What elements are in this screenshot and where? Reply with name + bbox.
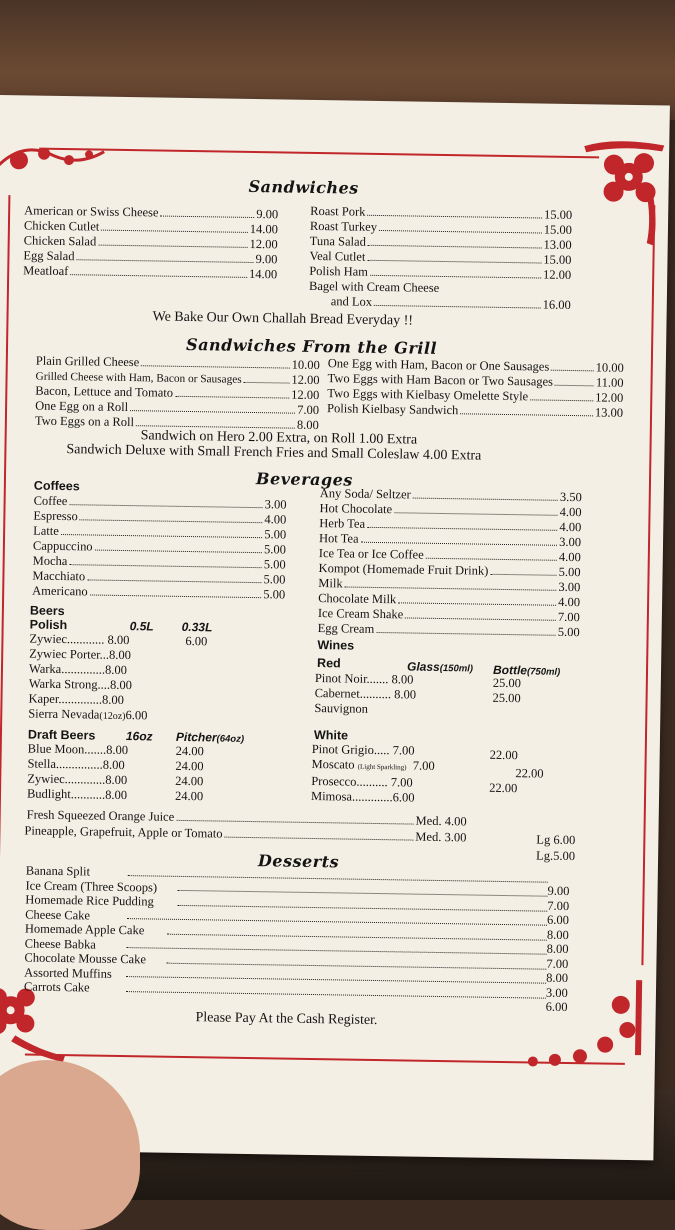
- wine-name: Prosecco: [311, 773, 357, 789]
- draft-name: Zywiec: [27, 771, 65, 787]
- item-name: Polish Ham: [309, 263, 369, 279]
- draft-price: 8.00: [105, 772, 128, 788]
- bottle-price: 22.00: [515, 766, 544, 781]
- beer-price-small: 6.00: [185, 633, 208, 649]
- dessert-leaders: [126, 865, 548, 1012]
- item-name: Grilled Cheese with Ham, Bacon or Sausages: [35, 370, 242, 386]
- item-name: Two Eggs with Kielbasy Omelette Style: [327, 386, 529, 404]
- item-price: 5.00: [263, 557, 286, 572]
- pitcher-text: Pitcher: [175, 729, 217, 745]
- menu-item: [318, 621, 580, 640]
- grill-left-list: [35, 354, 320, 433]
- item-name: and Lox: [330, 294, 373, 309]
- glass-price: 6.00: [392, 790, 415, 805]
- polish-heading: Polish: [29, 617, 68, 633]
- beer-price: 8.00: [109, 677, 133, 693]
- wine-name: Cabernet: [314, 686, 360, 701]
- dessert-price: 7.00: [546, 956, 569, 971]
- item-price: 5.00: [264, 527, 287, 542]
- juice-lg-price-1: Lg 6.00: [536, 832, 576, 848]
- leader-dots: [87, 579, 261, 583]
- draft-heading: Draft Beers: [27, 727, 96, 743]
- wine-name: Mimosa: [310, 788, 353, 804]
- wine-row: Sauvignon: [314, 701, 368, 716]
- leader-dots: ...: [99, 647, 110, 662]
- desserts-prices: [546, 884, 570, 1015]
- bottle-price: 25.00: [492, 675, 522, 691]
- leader-dots: ...........: [70, 787, 106, 802]
- coffees-list: [32, 494, 287, 603]
- item-price: 3.00: [264, 497, 287, 512]
- item-name: Fresh Squeezed Orange Juice: [26, 807, 175, 824]
- juice-med-price: Med. 3.00: [415, 829, 467, 845]
- item-name: One Egg with Ham, Bacon or One Sausages: [327, 356, 550, 374]
- dessert-price: 7.00: [547, 898, 570, 913]
- leader-dots: [126, 976, 546, 984]
- item-price: 7.00: [297, 402, 320, 418]
- item-price: 3.50: [559, 489, 582, 505]
- item-price: 12.00: [249, 236, 278, 252]
- item-price: 13.00: [543, 237, 572, 252]
- leader-dots: .......: [84, 742, 107, 757]
- wine-name: Moscato: [311, 756, 355, 772]
- item-price: 8.00: [296, 417, 319, 433]
- leader-dots: [426, 558, 557, 561]
- leader-dots: [167, 934, 547, 941]
- leader-dots: [61, 534, 262, 538]
- leader-dots: [128, 875, 548, 883]
- leader-dots: [98, 245, 247, 248]
- leader-dots: [367, 215, 542, 219]
- leader-dots: ............: [66, 632, 105, 647]
- draft-row: [27, 787, 227, 805]
- item-price: 10.00: [291, 357, 320, 373]
- item-name: Polish Kielbasy Sandwich: [327, 401, 459, 418]
- beer-name: Warka: [28, 661, 62, 677]
- beer-price: 6.00: [125, 708, 148, 723]
- item-price: 12.00: [543, 267, 572, 282]
- bottle-text: Bottle: [492, 662, 528, 678]
- glass-price: 7.00: [392, 743, 415, 758]
- item-price: 9.00: [256, 207, 279, 222]
- item-price: 5.00: [263, 542, 287, 557]
- leader-dots: [530, 399, 593, 401]
- leader-dots: [367, 260, 541, 264]
- white-heading: White: [313, 728, 349, 743]
- item-name: Roast Pork: [310, 203, 366, 219]
- item-name: Hot Chocolate: [319, 501, 393, 517]
- dessert-name: Homemade Rice Pudding: [25, 892, 154, 909]
- red-wines-list: [314, 671, 565, 720]
- item-name: Macchiato: [32, 568, 86, 584]
- juice-lg-price-2: Lg.5.00: [536, 848, 576, 864]
- leader-dots: [376, 632, 556, 636]
- item-price: 7.00: [557, 609, 580, 625]
- item-price: 12.00: [291, 387, 320, 403]
- leader-dots: .....: [373, 742, 390, 758]
- corner-ornament-top-right: [573, 136, 670, 247]
- leader-dots: [70, 274, 247, 278]
- leader-dots: [69, 564, 261, 568]
- dessert-price: 6.00: [545, 999, 568, 1015]
- leader-dots: [345, 586, 557, 590]
- item-price: 13.00: [594, 405, 624, 420]
- dessert-price: 9.00: [547, 883, 570, 899]
- item-name: Hot Tea: [318, 531, 359, 546]
- item-name: Coffee: [33, 493, 68, 509]
- leader-dots: [76, 259, 253, 263]
- leader-dots: [101, 230, 248, 233]
- leader-dots: [551, 370, 593, 372]
- leader-dots: [394, 512, 558, 516]
- menu-item-bagel: [309, 294, 571, 313]
- item-name: Two Eggs on a Roll: [34, 413, 135, 430]
- item-price: 15.00: [543, 207, 573, 223]
- dessert-price: 3.00: [545, 985, 568, 1000]
- item-name: Kompot (Homemade Fruit Drink): [318, 561, 489, 578]
- item-price: 5.00: [263, 572, 286, 587]
- leader-dots: [379, 230, 542, 234]
- beers-heading: Beers: [29, 603, 65, 619]
- beer-price: 8.00: [102, 692, 125, 708]
- sandwiches-left-list: [23, 203, 278, 282]
- leader-dots: [127, 918, 547, 926]
- draft-name: Budlight: [26, 786, 71, 802]
- item-price: 4.00: [559, 504, 582, 520]
- leader-dots: [80, 519, 263, 523]
- bottle-price: 22.00: [489, 747, 518, 763]
- leader-dots: [176, 820, 413, 825]
- leader-dots: ..............: [58, 691, 103, 707]
- item-price: 9.00: [255, 252, 278, 267]
- menu-page: [0, 95, 670, 1160]
- sandwiches-title: Sandwiches: [248, 176, 359, 198]
- item-name: Chicken Cutlet: [23, 218, 100, 234]
- leader-dots: [175, 396, 289, 399]
- item-name: Any Soda/ Seltzer: [319, 486, 411, 502]
- dessert-name: Assorted Muffins: [24, 964, 112, 981]
- dessert-name: Banana Split: [25, 863, 91, 879]
- wines-heading: Wines: [317, 638, 355, 653]
- wine-name: Pinot Grigio: [311, 741, 375, 757]
- leader-dots: [225, 837, 414, 841]
- item-price: 11.00: [595, 375, 624, 390]
- dessert-price: 8.00: [546, 941, 569, 957]
- leader-dots: [178, 890, 548, 897]
- leader-dots: ...............: [55, 756, 103, 772]
- item-name: Egg Salad: [23, 248, 75, 264]
- item-name: Egg Cream: [317, 621, 375, 636]
- footer-note: Please Pay At the Cash Register.: [195, 1010, 378, 1029]
- item-price: 3.00: [559, 534, 582, 550]
- beer-price: 8.00: [104, 662, 128, 678]
- wine-name: Pinot Noir: [314, 671, 367, 686]
- beer-name: Zywiec Porter: [29, 646, 100, 662]
- grill-title: Sandwiches From the Grill: [185, 334, 438, 358]
- item-name: Herb Tea: [319, 516, 366, 531]
- leader-dots: [130, 410, 295, 414]
- bottle-price: 22.00: [489, 780, 518, 796]
- glass-text: Glass: [406, 659, 440, 674]
- item-name: Plain Grilled Cheese: [35, 353, 140, 370]
- item-name: Chicken Salad: [23, 233, 97, 249]
- bottle-size: (750ml): [526, 666, 561, 678]
- dessert-name: Carrots Cake: [23, 979, 90, 995]
- item-price: 16.00: [542, 297, 571, 312]
- dessert-price: 8.00: [546, 927, 569, 942]
- item-price: 10.00: [595, 360, 624, 375]
- leader-dots: [90, 594, 262, 598]
- item-name: Americano: [32, 583, 88, 599]
- draft-price: 8.00: [106, 742, 129, 758]
- draft-price: 8.00: [102, 757, 125, 773]
- item-price: 12.00: [291, 372, 320, 388]
- item-name: Roast Turkey: [309, 218, 378, 234]
- leader-dots: [361, 542, 558, 546]
- pitcher-price: 24.00: [175, 743, 204, 759]
- frame-left: [0, 195, 10, 975]
- leader-dots: ....: [97, 677, 111, 692]
- pitcher-price: 24.00: [175, 773, 204, 789]
- item-price: 5.00: [557, 624, 580, 640]
- leader-dots: [95, 550, 262, 554]
- pitcher-price: 24.00: [174, 788, 204, 804]
- item-price: 4.00: [264, 512, 287, 527]
- leader-dots: [490, 574, 556, 576]
- dessert-name: Chocolate Mousse Cake: [24, 950, 147, 967]
- item-price: 4.00: [558, 549, 581, 565]
- pitcher-price: 24.00: [175, 758, 204, 774]
- white-wines-list: [311, 742, 562, 808]
- beer-size: (12oz): [99, 710, 126, 723]
- dessert-name: Ice Cream (Three Scoops): [25, 878, 158, 895]
- drinks-list: [318, 486, 582, 640]
- item-name: Meatloaf: [23, 263, 69, 279]
- item-name: Veal Cutlet: [309, 248, 366, 264]
- draft-16oz-label: 16oz: [125, 729, 153, 744]
- leader-dots: [368, 245, 542, 249]
- item-name: Chocolate Milk: [318, 591, 397, 607]
- grill-right-list: [327, 356, 624, 421]
- item-name: Latte: [33, 523, 59, 538]
- grill-extra-1: Sandwich on Hero 2.00 Extra, on Roll 1.00 Extra: [140, 428, 418, 448]
- draft-price: 8.00: [105, 787, 128, 803]
- leader-dots: [126, 991, 546, 999]
- dessert-name: Homemade Apple Cake: [24, 921, 145, 938]
- size-05-label: 0.5L: [129, 619, 154, 634]
- leader-dots: [160, 216, 254, 218]
- leader-dots: [374, 305, 541, 309]
- dessert-price: 8.00: [546, 970, 569, 986]
- item-name: Bacon, Lettuce and Tomato: [35, 383, 174, 400]
- leader-dots: .......: [366, 671, 389, 687]
- leader-dots: .............: [64, 772, 106, 787]
- pitcher-size: (64oz): [216, 733, 245, 745]
- glass-size: (150ml): [439, 662, 474, 675]
- item-price: 5.00: [558, 564, 581, 580]
- beers-list: [28, 631, 208, 725]
- item-price: 4.00: [558, 594, 581, 610]
- leader-dots: ..........: [359, 686, 392, 702]
- beer-name: Zywiec: [29, 631, 68, 647]
- item-name: Milk: [318, 576, 343, 591]
- menu-item: [23, 263, 277, 282]
- item-name: Ice Tea or Ice Coffee: [318, 546, 424, 562]
- beer-price: 8.00: [107, 632, 130, 648]
- glass-price: 7.00: [390, 775, 413, 790]
- dessert-name: Cheese Babka: [24, 935, 96, 952]
- corner-ornament-top-left: [0, 135, 109, 197]
- item-price: 14.00: [248, 266, 278, 282]
- item-price: 3.00: [558, 579, 581, 595]
- glass-price: 8.00: [394, 687, 417, 702]
- item-name: Pineapple, Grapefruit, Apple or Tomato: [24, 823, 223, 841]
- leader-dots: [413, 498, 558, 501]
- item-price: 14.00: [249, 221, 279, 237]
- wine-note: (Light Sparkling): [357, 762, 407, 772]
- frame-top: [39, 148, 599, 159]
- item-name: Cappuccino: [32, 538, 93, 554]
- leader-dots: [398, 602, 556, 605]
- item-name: Ice Cream Shake: [317, 606, 404, 622]
- menu-item: [32, 584, 285, 603]
- red-heading: Red: [317, 656, 341, 671]
- leader-dots: ..............: [61, 662, 106, 677]
- dessert-price: 6.00: [547, 912, 570, 928]
- beverages-title: Beverages: [255, 469, 354, 490]
- leader-dots: [460, 413, 593, 416]
- leader-dots: .............: [351, 789, 393, 805]
- glass-price: 8.00: [391, 672, 414, 687]
- juice-med-price: Med. 4.00: [415, 813, 467, 829]
- item-price: 4.00: [559, 519, 582, 535]
- size-033-label: 0.33L: [181, 619, 213, 635]
- leader-dots: [555, 385, 594, 387]
- drafts-list: [27, 742, 228, 805]
- coffees-heading: Coffees: [33, 478, 80, 494]
- item-price: 15.00: [543, 252, 572, 267]
- item-price: 5.00: [263, 587, 286, 602]
- sandwiches-right-list: [309, 204, 573, 313]
- draft-name: Stella: [27, 756, 57, 771]
- leader-dots: [177, 905, 547, 912]
- item-name: American or Swiss Cheese: [24, 203, 159, 220]
- beer-name: Kaper: [28, 691, 59, 706]
- beer-price: 8.00: [108, 647, 132, 663]
- frame-right: [641, 205, 655, 965]
- beer-row: [28, 707, 147, 725]
- desserts-title: Desserts: [257, 851, 340, 872]
- leader-dots: [69, 504, 262, 508]
- glass-price: 7.00: [412, 758, 435, 773]
- beer-name: Warka Strong: [28, 676, 98, 692]
- challah-note: We Bake Our Own Challah Bread Everyday !!: [152, 309, 414, 329]
- leader-dots: [141, 365, 289, 368]
- draft-name: Blue Moon: [27, 741, 85, 757]
- bagel-line-1: Bagel with Cream Cheese: [308, 278, 440, 295]
- bottle-price: 25.00: [492, 690, 521, 706]
- item-price: 12.00: [595, 390, 624, 405]
- draft-pitcher-label: [176, 730, 244, 745]
- leader-dots: [166, 963, 546, 970]
- leader-dots: [127, 947, 547, 955]
- leader-dots: [405, 617, 556, 620]
- item-name: Tuna Salad: [309, 233, 366, 249]
- grill-extra-2: Sandwich Deluxe with Small French Fries and Small Coleslaw 4.00 Extra: [66, 442, 482, 464]
- item-name: One Egg on a Roll: [35, 398, 129, 415]
- item-name: Mocha: [32, 553, 68, 569]
- dessert-name: Cheese Cake: [25, 906, 91, 923]
- item-name: Two Eggs with Ham Bacon or Two Sausages: [327, 371, 554, 389]
- leader-dots: [244, 382, 290, 384]
- leader-dots: [370, 275, 541, 279]
- leader-dots: [367, 527, 557, 531]
- leader-dots: ..........: [356, 774, 388, 790]
- beer-name: Sierra Nevada: [28, 706, 100, 722]
- item-name: Espresso: [33, 508, 78, 524]
- item-price: 15.00: [543, 222, 573, 237]
